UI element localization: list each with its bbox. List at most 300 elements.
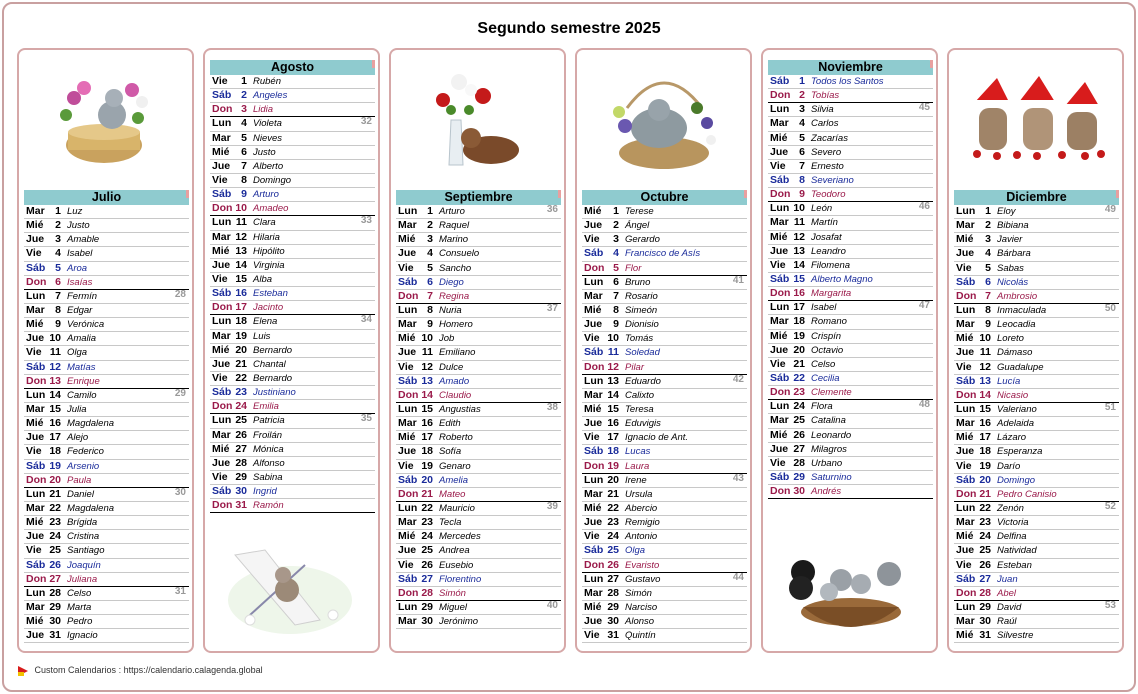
day-row: [582, 460, 747, 474]
saint-name: Esteban: [253, 288, 288, 300]
day-number: 4: [985, 247, 991, 260]
day-number: 23: [49, 516, 61, 529]
day-number: 1: [799, 75, 805, 87]
saint-name: Laura: [625, 460, 650, 472]
saint-name: Juliana: [67, 573, 98, 585]
week-number: 40: [546, 599, 558, 611]
day-name: Mar: [26, 303, 45, 316]
day-row: [396, 205, 561, 219]
day-row: [582, 375, 747, 389]
day-row: [396, 219, 561, 233]
day-name: Jue: [956, 247, 975, 260]
saint-name: Inmaculada: [997, 304, 1047, 316]
day-row: [210, 245, 375, 259]
day-name: Lun: [956, 303, 976, 316]
day-number: 12: [607, 360, 619, 373]
day-name: Mié: [398, 332, 416, 345]
day-name: Mar: [956, 615, 975, 628]
day-row: [954, 431, 1119, 445]
day-name: Mar: [398, 615, 417, 628]
saint-name: Federico: [67, 446, 104, 458]
day-row: [954, 318, 1119, 332]
saint-name: Roberto: [439, 432, 473, 444]
week-number: 32: [360, 116, 372, 128]
day-number: 19: [235, 329, 247, 342]
day-name: Sáb: [26, 558, 46, 571]
brand-logo-icon: [18, 666, 28, 676]
day-row: [24, 290, 189, 304]
day-name: Don: [956, 289, 977, 302]
saint-name: Celso: [811, 358, 836, 370]
saint-name: Silvia: [811, 104, 834, 116]
saint-name: Florentino: [439, 573, 482, 585]
day-name: Don: [398, 487, 419, 500]
day-row: [24, 559, 189, 573]
saint-name: Antonio: [625, 531, 658, 543]
day-number: 6: [55, 275, 61, 288]
saint-name: Alonso: [625, 616, 655, 628]
saint-name: Ángel: [625, 220, 650, 232]
day-name: Mié: [956, 332, 974, 345]
day-number: 26: [793, 428, 805, 441]
day-number: 15: [49, 402, 61, 415]
day-name: Don: [212, 301, 233, 314]
day-name: Lun: [26, 388, 46, 401]
day-name: Mié: [398, 530, 416, 543]
day-row: [396, 389, 561, 403]
day-number: 28: [235, 456, 247, 469]
saint-name: Arturo: [439, 206, 465, 217]
saint-name: Pedro Canisio: [997, 488, 1057, 500]
day-row: [396, 544, 561, 558]
day-name: Jue: [584, 516, 603, 529]
day-name: Sáb: [956, 473, 976, 486]
day-name: Mié: [770, 428, 788, 441]
day-name: Mar: [770, 216, 789, 229]
day-row: [582, 544, 747, 558]
day-name: Lun: [398, 303, 418, 316]
day-list-agosto: [210, 75, 375, 513]
saint-name: Severo: [811, 146, 842, 158]
day-number: 31: [607, 629, 619, 642]
day-name: Don: [956, 586, 977, 599]
day-row: [954, 488, 1119, 502]
saint-name: Mateo: [439, 488, 466, 500]
day-name: Mié: [770, 230, 788, 243]
day-row: [582, 205, 747, 219]
day-number: 13: [235, 244, 247, 257]
saint-name: Simeón: [625, 304, 658, 316]
day-number: 4: [613, 247, 619, 260]
saint-name: Arsenio: [67, 460, 100, 472]
day-number: 13: [793, 244, 805, 257]
day-row: [24, 346, 189, 360]
day-row: [24, 205, 189, 219]
saint-name: Marino: [439, 234, 469, 246]
saint-name: Adelaida: [997, 418, 1034, 430]
saint-name: Lázaro: [997, 432, 1027, 444]
day-number: 26: [421, 558, 433, 571]
day-name: Don: [770, 89, 791, 102]
day-number: 10: [979, 332, 991, 345]
day-number: 16: [421, 417, 433, 430]
day-name: Vie: [770, 357, 786, 370]
day-row: [582, 601, 747, 615]
day-name: Jue: [26, 530, 45, 543]
week-number: 31: [174, 585, 186, 597]
day-row: [210, 231, 375, 245]
day-name: Vie: [956, 261, 972, 274]
day-row: [396, 262, 561, 276]
saint-name: Ingrid: [253, 486, 277, 498]
day-row: [954, 332, 1119, 346]
day-row: [582, 573, 747, 587]
day-number: 18: [793, 315, 805, 328]
day-name: Mié: [956, 233, 974, 246]
saint-name: Mónica: [253, 443, 284, 455]
day-row: [210, 414, 375, 428]
day-row: [210, 259, 375, 273]
day-row: [954, 530, 1119, 544]
day-name: Mié: [212, 145, 230, 158]
day-name: Sáb: [956, 374, 976, 387]
day-row: [768, 414, 933, 428]
saint-name: Bernardo: [253, 344, 293, 356]
day-row: [24, 530, 189, 544]
day-name: Mar: [212, 230, 231, 243]
day-number: 22: [793, 371, 805, 384]
week-number: 33: [360, 215, 372, 227]
day-name: Mié: [26, 417, 44, 430]
kittens-in-basket-picture: [781, 552, 916, 637]
day-name: Don: [26, 473, 47, 486]
day-row: [210, 330, 375, 344]
day-row: [768, 245, 933, 259]
saint-name: Ramón: [253, 500, 284, 512]
saint-name: Julia: [67, 403, 87, 415]
saint-name: Emiliano: [439, 347, 476, 359]
day-name: Sáb: [584, 346, 604, 359]
day-row: [24, 403, 189, 417]
day-name: Lun: [584, 275, 604, 288]
month-header-diciembre: Diciembre: [954, 190, 1119, 205]
day-name: Jue: [956, 544, 975, 557]
day-row: [24, 276, 189, 290]
day-row: [582, 346, 747, 360]
saint-name: Consuelo: [439, 248, 480, 260]
cat-with-roses-picture: [431, 70, 526, 170]
day-number: 2: [55, 219, 61, 232]
saint-name: Patricia: [253, 415, 285, 427]
saint-name: Lidia: [253, 104, 274, 116]
day-number: 1: [613, 205, 619, 217]
day-row: [954, 629, 1119, 643]
day-row: [582, 219, 747, 233]
day-number: 7: [613, 289, 619, 302]
saint-name: Raúl: [997, 616, 1017, 628]
month-header-agosto: Agosto: [210, 60, 375, 75]
day-name: Mié: [770, 329, 788, 342]
day-name: Vie: [770, 159, 786, 172]
day-name: Mar: [584, 586, 603, 599]
day-row: [954, 460, 1119, 474]
day-name: Jue: [770, 442, 789, 455]
day-row: [210, 160, 375, 174]
saint-name: Todos los Santos: [811, 76, 884, 87]
day-row: [582, 488, 747, 502]
day-number: 16: [793, 287, 805, 300]
day-name: Lun: [956, 600, 976, 613]
day-number: 2: [799, 89, 805, 102]
day-row: [768, 202, 933, 216]
saint-name: Sabas: [997, 262, 1024, 274]
saint-name: Mauricio: [439, 502, 475, 514]
day-number: 12: [979, 360, 991, 373]
saint-name: Genaro: [439, 460, 471, 472]
day-row: [954, 276, 1119, 290]
day-row: [768, 231, 933, 245]
day-row: [210, 443, 375, 457]
saint-name: Aroa: [67, 262, 88, 274]
day-number: 29: [793, 470, 805, 483]
day-row: [582, 262, 747, 276]
day-number: 30: [793, 485, 805, 498]
day-row: [210, 132, 375, 146]
saint-name: Romano: [811, 316, 847, 328]
day-name: Don: [584, 459, 605, 472]
day-row: [954, 601, 1119, 615]
day-row: [768, 89, 933, 103]
saint-name: Alberto Magno: [811, 273, 873, 285]
day-number: 14: [607, 388, 619, 401]
day-row: [768, 330, 933, 344]
day-row: [396, 460, 561, 474]
saint-name: Sancho: [439, 262, 472, 274]
day-row: [954, 389, 1119, 403]
saint-name: Abercio: [625, 502, 658, 514]
day-row: [954, 346, 1119, 360]
day-number: 8: [985, 303, 991, 316]
saint-name: Brígida: [67, 517, 98, 529]
day-name: Lun: [212, 216, 232, 229]
day-number: 20: [979, 473, 991, 486]
day-name: Don: [770, 287, 791, 300]
day-name: Sáb: [212, 287, 232, 300]
day-row: [582, 290, 747, 304]
day-row: [396, 601, 561, 615]
saint-name: Tobías: [811, 90, 840, 102]
day-name: Jue: [212, 357, 231, 370]
day-name: Sáb: [398, 473, 418, 486]
day-number: 26: [979, 558, 991, 571]
saint-name: Claudio: [439, 389, 472, 401]
day-name: Mar: [956, 516, 975, 529]
day-row: [768, 358, 933, 372]
saint-name: Pilar: [625, 361, 645, 373]
saint-name: Angeles: [253, 90, 288, 102]
day-number: 11: [421, 346, 433, 359]
day-number: 31: [979, 629, 991, 642]
day-name: Lun: [770, 301, 790, 314]
saint-name: Ambrosio: [997, 290, 1038, 302]
day-name: Lun: [212, 315, 232, 328]
page-title: Segundo semestre 2025: [477, 20, 661, 37]
saint-name: Loreto: [997, 333, 1024, 345]
day-number: 16: [49, 417, 61, 430]
day-number: 5: [985, 261, 991, 274]
saint-name: Paula: [67, 474, 92, 486]
day-name: Vie: [584, 332, 600, 345]
saint-name: Teresa: [625, 403, 654, 415]
day-name: Mar: [26, 501, 45, 514]
day-row: [210, 75, 375, 89]
day-row: [396, 375, 561, 389]
week-number: 39: [546, 500, 558, 512]
day-number: 7: [55, 289, 61, 302]
day-name: Lun: [770, 202, 790, 215]
day-name: Mar: [770, 414, 789, 427]
day-name: Lun: [26, 487, 46, 500]
day-number: 22: [49, 501, 61, 514]
day-number: 13: [49, 374, 61, 387]
day-name: Lun: [398, 501, 418, 514]
day-name: Don: [212, 499, 233, 512]
day-number: 28: [607, 586, 619, 599]
saint-name: Tecla: [439, 517, 462, 529]
saint-name: Olga: [625, 545, 646, 557]
day-name: Lun: [584, 374, 604, 387]
saint-name: Bernardo: [253, 372, 293, 384]
day-row: [24, 247, 189, 261]
saint-name: Verónica: [67, 319, 105, 331]
day-number: 15: [235, 272, 247, 285]
saint-name: Angustias: [439, 403, 481, 415]
week-number: 43: [732, 472, 744, 484]
day-name: Jue: [398, 247, 417, 260]
saint-name: Flor: [625, 262, 642, 274]
day-number: 20: [421, 473, 433, 486]
saint-name: Dulce: [439, 361, 464, 373]
saint-name: Tomás: [625, 333, 654, 345]
day-number: 11: [49, 346, 61, 359]
day-number: 4: [55, 247, 61, 260]
saint-name: Ignacio de Ant.: [625, 432, 689, 444]
day-number: 28: [49, 586, 61, 599]
saint-name: Abel: [997, 587, 1017, 599]
saint-name: Andrés: [811, 486, 842, 498]
week-number: 46: [918, 201, 930, 213]
saint-name: Irene: [625, 474, 647, 486]
day-number: 11: [235, 216, 247, 229]
day-number: 25: [421, 544, 433, 557]
day-row: [24, 233, 189, 247]
saint-name: Silvestre: [997, 630, 1034, 642]
day-name: Sáb: [584, 445, 604, 458]
day-name: Vie: [584, 629, 600, 642]
day-row: [396, 559, 561, 573]
day-number: 13: [979, 374, 991, 387]
week-number: 41: [732, 274, 744, 286]
day-number: 17: [793, 301, 805, 314]
day-row: [396, 304, 561, 318]
day-name: Sáb: [212, 386, 232, 399]
saint-name: Edgar: [67, 304, 93, 316]
day-row: [24, 516, 189, 530]
day-row: [396, 573, 561, 587]
day-row: [582, 233, 747, 247]
day-number: 12: [235, 230, 247, 243]
day-row: [210, 146, 375, 160]
day-number: 19: [421, 459, 433, 472]
day-number: 19: [979, 459, 991, 472]
day-row: [210, 89, 375, 103]
day-name: Lun: [398, 402, 418, 415]
saint-name: Martín: [811, 217, 838, 229]
day-row: [954, 247, 1119, 261]
day-name: Mié: [956, 629, 974, 642]
day-name: Vie: [398, 261, 414, 274]
day-number: 5: [55, 261, 61, 274]
day-name: Don: [398, 388, 419, 401]
day-number: 27: [235, 442, 247, 455]
saint-name: Nicolás: [997, 276, 1029, 288]
day-row: [396, 403, 561, 417]
day-row: [954, 219, 1119, 233]
day-number: 9: [985, 318, 991, 331]
saint-name: Isabel: [67, 248, 93, 260]
day-number: 11: [979, 346, 991, 359]
saint-name: Andrea: [439, 545, 470, 557]
day-name: Jue: [770, 343, 789, 356]
saint-name: Magdalena: [67, 502, 115, 514]
saint-name: Alberto: [253, 160, 284, 172]
day-name: Jue: [398, 346, 417, 359]
saint-name: Sabina: [253, 471, 283, 483]
month-header-julio: Julio: [24, 190, 189, 205]
day-row: [396, 530, 561, 544]
day-row: [582, 516, 747, 530]
saint-name: Milagros: [811, 443, 847, 455]
day-number: 24: [421, 530, 433, 543]
day-number: 17: [49, 431, 61, 444]
month-header-octubre: Octubre: [582, 190, 747, 205]
day-number: 27: [793, 442, 805, 455]
day-row: [24, 573, 189, 587]
day-name: Mié: [398, 233, 416, 246]
day-number: 2: [427, 219, 433, 232]
footer-url-link[interactable]: https://calendario.calagenda.global: [123, 665, 263, 675]
saint-name: Alba: [253, 273, 273, 285]
saint-name: Ernesto: [811, 160, 844, 172]
saint-name: Isabel: [811, 302, 837, 314]
day-row: [210, 301, 375, 315]
day-row: [24, 332, 189, 346]
day-number: 18: [421, 445, 433, 458]
day-number: 21: [607, 487, 619, 500]
day-number: 3: [613, 233, 619, 246]
day-row: [954, 403, 1119, 417]
day-number: 6: [241, 145, 247, 158]
day-number: 18: [235, 315, 247, 328]
day-number: 27: [607, 572, 619, 585]
day-number: 9: [55, 318, 61, 331]
saint-name: Gerardo: [625, 234, 660, 246]
day-number: 15: [607, 402, 619, 415]
day-name: Sáb: [26, 459, 46, 472]
saint-name: Eusebio: [439, 559, 474, 571]
day-row: [210, 103, 375, 117]
saint-name: Elena: [253, 316, 278, 328]
